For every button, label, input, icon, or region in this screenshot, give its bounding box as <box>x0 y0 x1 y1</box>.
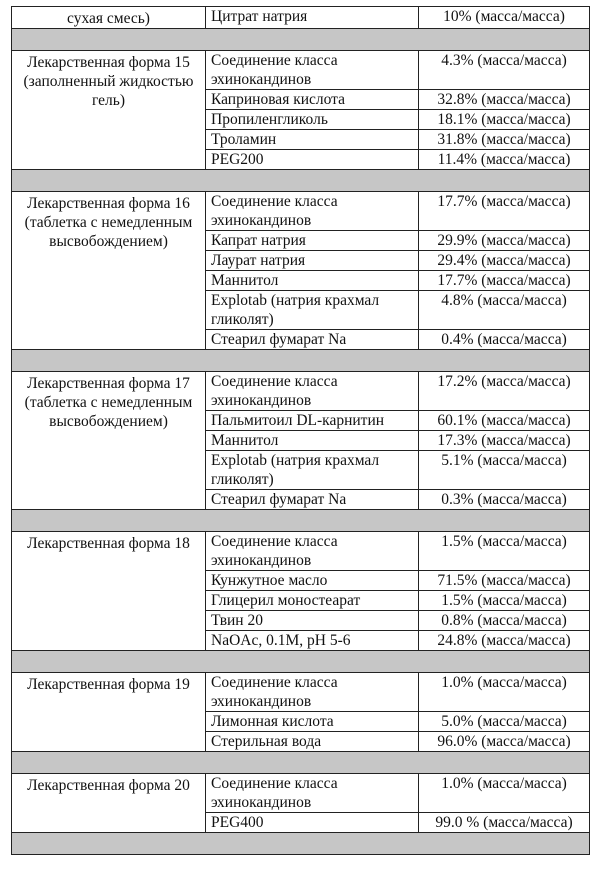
table-row <box>12 7 590 29</box>
table-row <box>12 673 590 712</box>
percent-cell: 24.8% (масса/масса) <box>419 631 590 651</box>
ingredient-cell: PEG200 <box>206 150 419 170</box>
percent-cell: 17.7% (масса/масса) <box>419 192 590 231</box>
form-cell <box>12 192 206 350</box>
ingredient-cell: Троламин <box>206 130 419 150</box>
percent-cell: 10% (масса/масса) <box>419 7 590 29</box>
ingredient-cell: Твин 20 <box>206 611 419 631</box>
ingredient-cell: Соединение класса эхинокандинов <box>206 532 419 571</box>
separator-row <box>12 510 590 532</box>
percent-cell: 0.4% (масса/масса) <box>419 330 590 350</box>
form-type: (таблетка с немедленным высвобождением) <box>24 214 193 250</box>
percent-cell: 1.5% (масса/масса) <box>419 532 590 571</box>
form-type: (таблетка с немедленным высвобождением) <box>24 394 193 430</box>
ingredient-cell: Стеарил фумарат Na <box>206 490 419 510</box>
percent-cell: 31.8% (масса/масса) <box>419 130 590 150</box>
separator-cell <box>12 651 590 673</box>
separator-row <box>12 29 590 51</box>
percent-cell: 60.1% (масса/масса) <box>419 411 590 431</box>
ingredient-cell: Соединение класса эхинокандинов <box>206 192 419 231</box>
form-name: Лекарственная форма 17 <box>27 375 190 392</box>
ingredient-cell: Маннитол <box>206 271 419 291</box>
ingredient-cell: Лаурат натрия <box>206 251 419 271</box>
percent-cell: 1.0% (масса/масса) <box>419 673 590 712</box>
ingredient-cell: Кунжутное масло <box>206 571 419 591</box>
percent-cell: 96.0% (масса/масса) <box>419 732 590 752</box>
ingredient-cell: Маннитол <box>206 431 419 451</box>
separator-cell <box>12 833 590 855</box>
percent-cell: 18.1% (масса/масса) <box>419 110 590 130</box>
form-name: Лекарственная форма 15 <box>27 54 190 71</box>
ingredient-cell: Explotab (натрия крахмал гликолят) <box>206 291 419 330</box>
ingredient-cell: Explotab (натрия крахмал гликолят) <box>206 451 419 490</box>
percent-cell: 5.0% (масса/масса) <box>419 712 590 732</box>
form-type: (заполненный жидкостью гель) <box>23 73 194 109</box>
form-cell <box>12 673 206 752</box>
separator-cell <box>12 752 590 774</box>
form-cell <box>12 51 206 170</box>
ingredient-cell: PEG400 <box>206 813 419 833</box>
form-cell <box>12 774 206 833</box>
percent-cell: 4.3% (масса/масса) <box>419 51 590 90</box>
form-cell <box>12 532 206 651</box>
separator-row <box>12 170 590 192</box>
ingredient-cell: Каприновая кислота <box>206 90 419 110</box>
form-name: Лекарственная форма 18 <box>27 535 190 552</box>
percent-cell: 4.8% (масса/масса) <box>419 291 590 330</box>
percent-cell: 29.4% (масса/масса) <box>419 251 590 271</box>
separator-cell <box>12 350 590 372</box>
ingredient-cell: Соединение класса эхинокандинов <box>206 51 419 90</box>
separator-row <box>12 651 590 673</box>
ingredient-cell: NaOAc, 0.1M, pH 5-6 <box>206 631 419 651</box>
percent-cell: 17.3% (масса/масса) <box>419 431 590 451</box>
form-name: Лекарственная форма 20 <box>27 777 190 794</box>
form-name: Лекарственная форма 19 <box>27 676 190 693</box>
percent-cell: 11.4% (масса/масса) <box>419 150 590 170</box>
percent-cell: 17.2% (масса/масса) <box>419 372 590 411</box>
form-cell <box>12 372 206 510</box>
percent-cell: 1.5% (масса/масса) <box>419 591 590 611</box>
ingredient-cell: Стерильная вода <box>206 732 419 752</box>
table-row <box>12 192 590 231</box>
form-cell: сухая смесь) <box>12 7 206 29</box>
ingredient-cell: Глицерил моностеарат <box>206 591 419 611</box>
separator-row <box>12 833 590 855</box>
percent-cell: 99.0 % (масса/масса) <box>419 813 590 833</box>
percent-cell: 0.8% (масса/масса) <box>419 611 590 631</box>
ingredient-cell: Соединение класса эхинокандинов <box>206 774 419 813</box>
percent-cell: 5.1% (масса/масса) <box>419 451 590 490</box>
ingredient-cell: Лимонная кислота <box>206 712 419 732</box>
ingredient-cell: Цитрат натрия <box>206 7 419 29</box>
ingredient-cell: Капрат натрия <box>206 231 419 251</box>
separator-cell <box>12 170 590 192</box>
separator-cell <box>12 510 590 532</box>
percent-cell: 71.5% (масса/масса) <box>419 571 590 591</box>
form-name: Лекарственная форма 16 <box>27 195 190 212</box>
percent-cell: 32.8% (масса/масса) <box>419 90 590 110</box>
separator-cell <box>12 29 590 51</box>
separator-row <box>12 752 590 774</box>
formulation-table <box>11 6 590 855</box>
ingredient-cell: Стеарил фумарат Na <box>206 330 419 350</box>
percent-cell: 17.7% (масса/масса) <box>419 271 590 291</box>
ingredient-cell: Пальмитоил DL-карнитин <box>206 411 419 431</box>
table-row <box>12 51 590 90</box>
ingredient-cell: Соединение класса эхинокандинов <box>206 673 419 712</box>
percent-cell: 1.0% (масса/масса) <box>419 774 590 813</box>
separator-row <box>12 350 590 372</box>
table-row <box>12 372 590 411</box>
ingredient-cell: Пропиленгликоль <box>206 110 419 130</box>
percent-cell: 29.9% (масса/масса) <box>419 231 590 251</box>
table-row <box>12 532 590 571</box>
table-row <box>12 774 590 813</box>
percent-cell: 0.3% (масса/масса) <box>419 490 590 510</box>
ingredient-cell: Соединение класса эхинокандинов <box>206 372 419 411</box>
